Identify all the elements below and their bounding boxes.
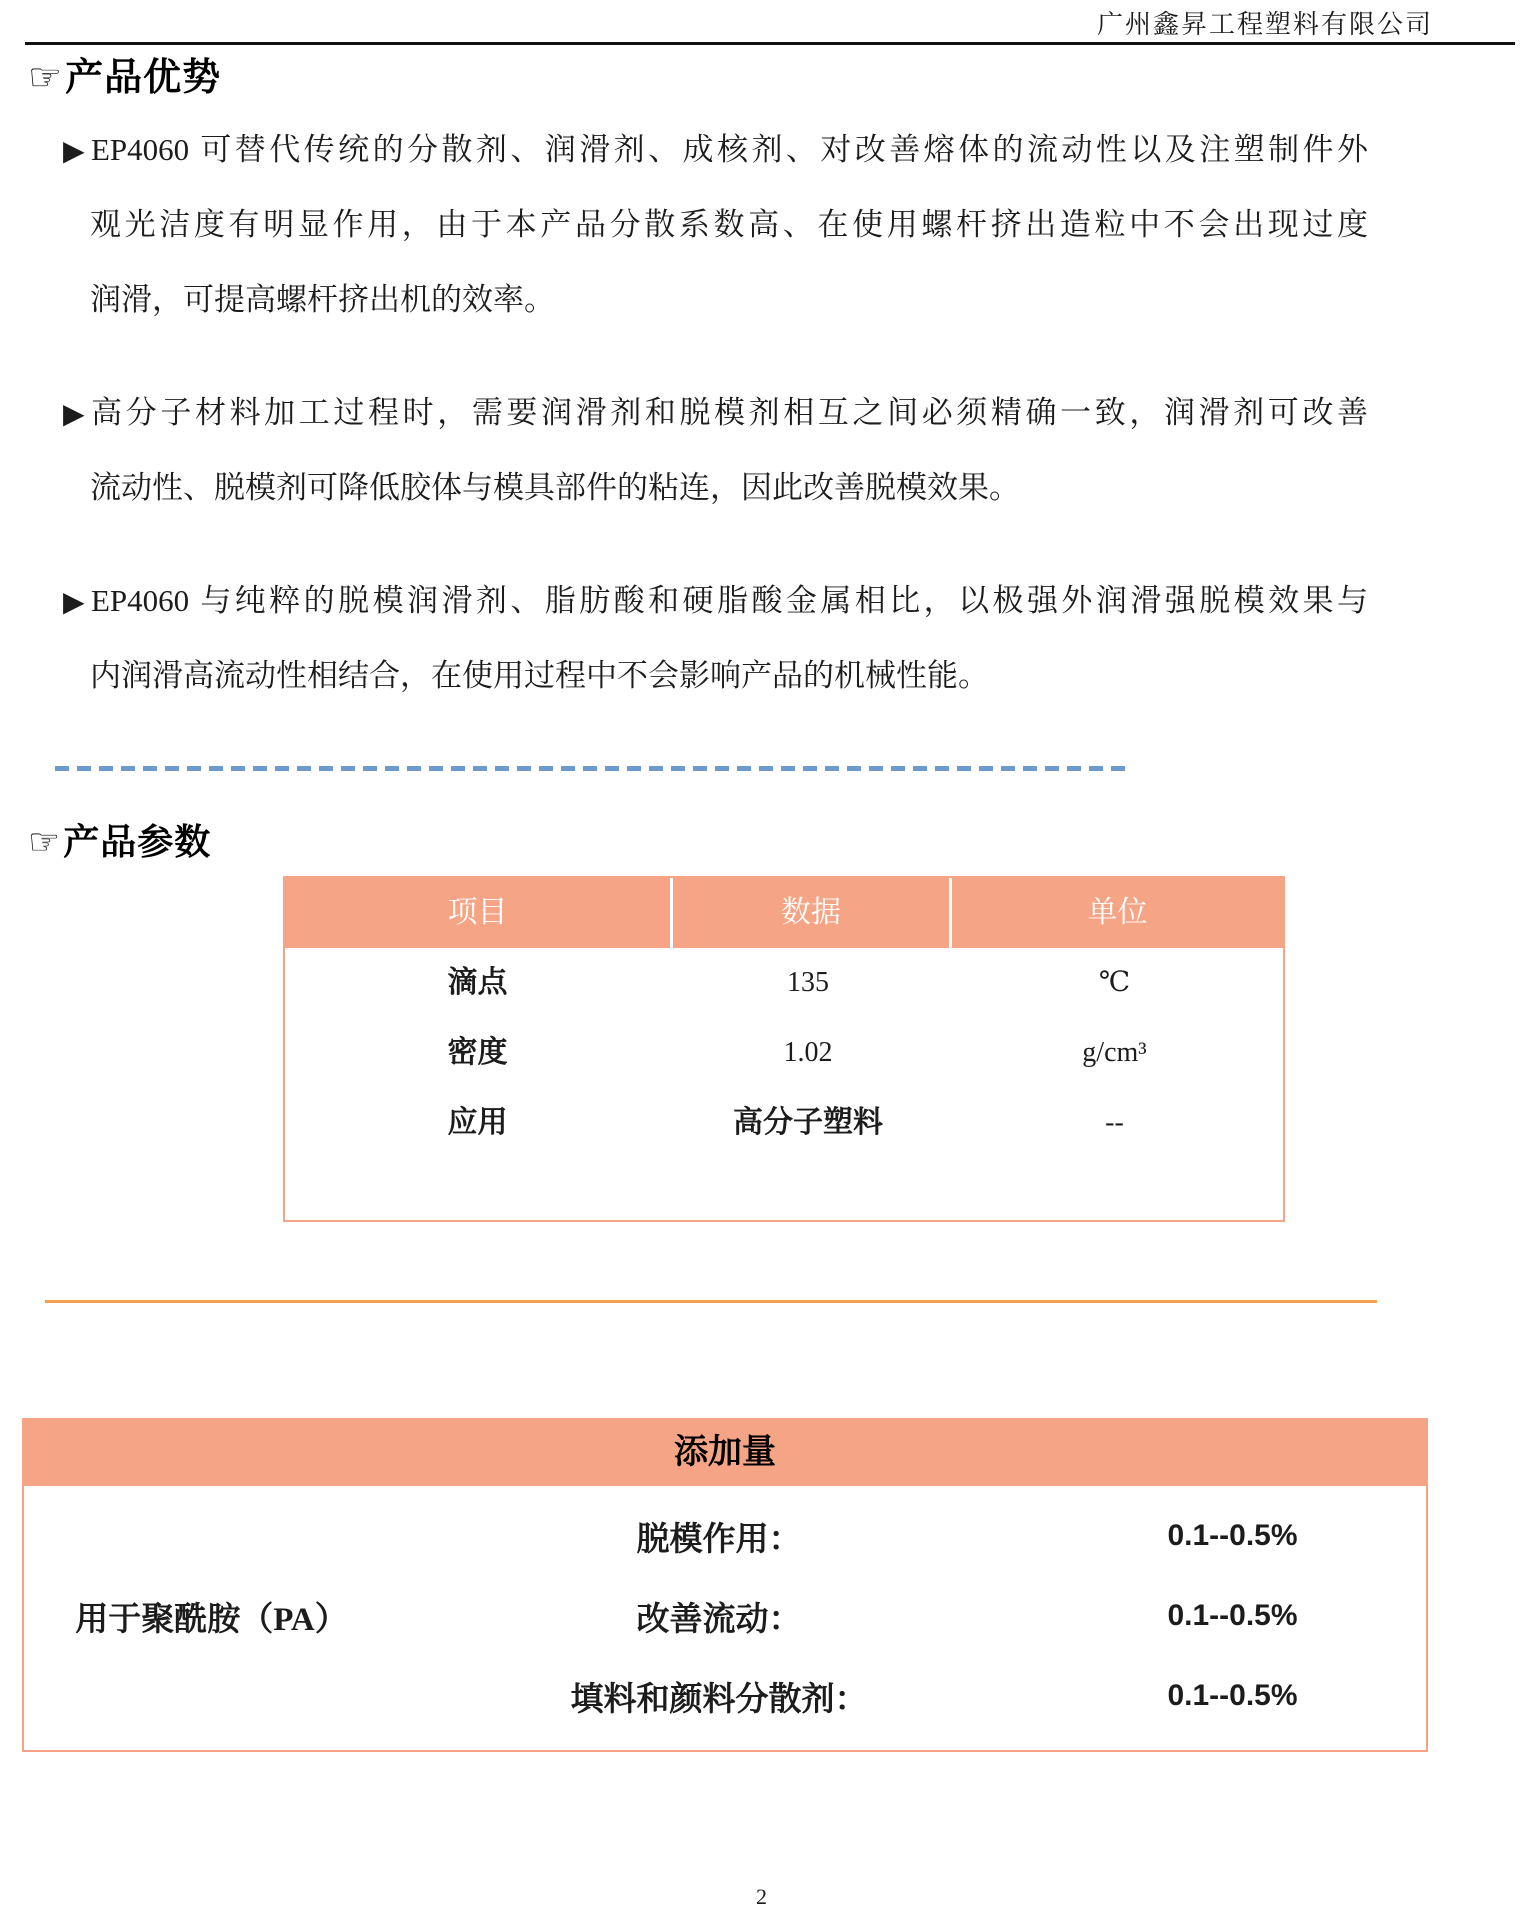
column-header-item: 项目 — [285, 878, 670, 948]
dosage-table-body — [24, 1486, 1426, 1750]
paragraph-line: 流动性、脱模剂可降低胶体与模具部件的粘连，因此改善脱模效果。 — [90, 470, 1020, 505]
column-header-data: 数据 — [673, 878, 949, 948]
line-text: EP4060 可替代传统的分散剂、润滑剂、成核剂、对改善熔体的流动性以及注塑制件外 — [90, 132, 1368, 167]
dosage-application-label: 用于聚酰胺（PA） — [75, 1601, 348, 1638]
dosage-row-value: 0.1--0.5% — [1167, 1679, 1298, 1712]
dosage-row-label: 改善流动： — [636, 1601, 802, 1638]
parameters-table — [283, 876, 1285, 1222]
paragraph-line: 润滑，可提高螺杆挤出机的效率。 — [90, 282, 555, 317]
row-value: 高分子塑料 — [733, 1106, 883, 1139]
dosage-row — [399, 1496, 1426, 1576]
blue-dashed-divider — [55, 766, 1130, 771]
column-header-unit: 单位 — [952, 878, 1283, 948]
table-row — [285, 1088, 1283, 1158]
table-row — [285, 1018, 1283, 1088]
dosage-row — [399, 1576, 1426, 1656]
parameters-table-header-row — [285, 878, 1283, 948]
paragraph-line — [63, 375, 1368, 450]
table-row — [285, 948, 1283, 1018]
advantages-list — [63, 112, 1368, 713]
header-divider-line — [25, 42, 1515, 45]
row-label: 滴点 — [447, 966, 508, 999]
dosage-table-title: 添加量 — [24, 1420, 1426, 1486]
advantage-item-1 — [63, 112, 1368, 337]
section-title-advantages-text: 产品优势 — [65, 57, 222, 99]
orange-divider-line — [45, 1300, 1377, 1303]
line-text: EP4060 与纯粹的脱模润滑剂、脂肪酸和硬脂酸金属相比，以极强外润滑强脱模效果与 — [90, 583, 1368, 618]
page-number: 2 — [756, 1884, 767, 1909]
advantage-item-2 — [63, 375, 1368, 525]
bullet-triangle-icon: ▶ — [63, 397, 89, 430]
paragraph-line: 内润滑高流动性相结合，在使用过程中不会影响产品的机械性能。 — [90, 658, 989, 693]
section-title-parameters-text: 产品参数 — [63, 821, 212, 862]
paragraph-line — [63, 112, 1368, 187]
pointing-hand-icon: ☞ — [28, 57, 64, 99]
row-unit: ℃ — [1098, 967, 1131, 998]
dosage-row — [399, 1656, 1426, 1736]
row-unit: g/cm³ — [1082, 1037, 1147, 1068]
row-value: 135 — [787, 967, 829, 998]
table-empty-space — [285, 1158, 1283, 1220]
paragraph-line: 观光洁度有明显作用，由于本产品分散系数高、在使用螺杆挤出造粒中不会出现过度 — [90, 207, 1368, 242]
dosage-rows — [399, 1496, 1426, 1736]
row-unit: -- — [1105, 1107, 1124, 1138]
row-label: 应用 — [447, 1106, 508, 1139]
section-title-parameters — [28, 814, 211, 865]
dosage-row-value: 0.1--0.5% — [1167, 1519, 1298, 1552]
bullet-triangle-icon: ▶ — [63, 585, 88, 618]
bullet-triangle-icon: ▶ — [63, 134, 88, 167]
dosage-row-label: 脱模作用： — [636, 1521, 802, 1558]
section-title-advantages — [28, 46, 221, 101]
line-text: 高分子材料加工过程时，需要润滑剂和脱模剂相互之间必须精确一致，润滑剂可改善 — [91, 395, 1368, 430]
row-label: 密度 — [447, 1036, 508, 1069]
pointing-hand-icon: ☞ — [28, 821, 62, 862]
dosage-table — [22, 1418, 1428, 1752]
dosage-row-label: 填料和颜料分散剂： — [570, 1681, 868, 1718]
advantage-item-3 — [63, 563, 1368, 713]
row-value: 1.02 — [783, 1037, 833, 1068]
dosage-row-value: 0.1--0.5% — [1167, 1599, 1298, 1632]
header-company-name: 广州鑫昇工程塑料有限公司 — [1096, 10, 1433, 39]
paragraph-line — [63, 563, 1368, 638]
